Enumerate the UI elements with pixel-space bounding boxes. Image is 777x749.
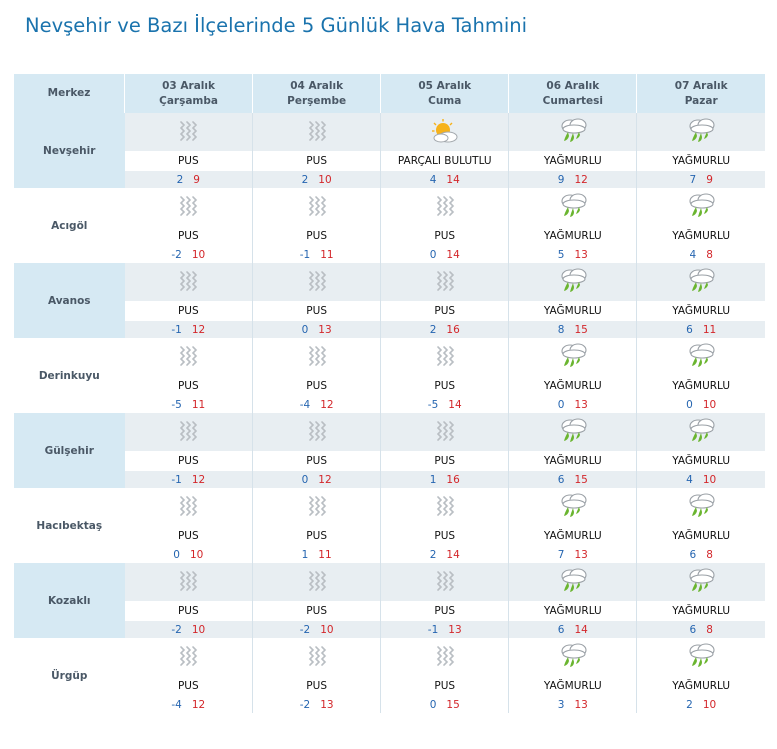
condition-row [14,376,765,396]
condition-label: PUS [125,301,253,321]
temperature-cell [509,471,637,488]
rain-icon [556,572,590,591]
condition-label: PUS [253,301,381,321]
max-temperature: 13 [448,623,462,636]
max-temperature: 13 [318,323,332,336]
weather-icon-cell [253,638,381,676]
rain-icon [556,197,590,216]
header-row [14,74,765,113]
weather-icon-cell [509,488,637,526]
max-temperature: 10 [702,398,717,411]
fog-icon [300,497,334,516]
temperature-cell [637,621,765,638]
weather-icon-cell [509,263,637,301]
condition-label: PUS [125,376,253,396]
condition-label: YAĞMURLU [509,151,637,171]
condition-label: PUS [381,526,509,546]
temperature-cell [381,621,509,638]
condition-row [14,226,765,246]
temperature-cell [253,621,381,638]
rain-icon [684,422,718,441]
min-temperature: 8 [557,323,565,336]
weather-icon-cell [125,338,253,376]
column-header-day-5 [637,74,765,113]
city-name: Hacıbektaş [14,488,125,563]
city-name: Ürgüp [14,638,125,713]
max-temperature: 12 [318,473,332,486]
min-temperature: 6 [689,548,697,561]
temperature-cell [381,396,509,413]
min-temperature: -4 [171,698,182,711]
fog-icon [428,347,462,366]
min-temperature: 0 [429,698,437,711]
condition-label: YAĞMURLU [509,526,637,546]
max-temperature: 8 [706,248,713,261]
condition-row [14,526,765,546]
condition-label: YAĞMURLU [637,151,765,171]
min-temperature: 2 [301,173,309,186]
weather-icon-cell [253,188,381,226]
city-name: Nevşehir [14,113,125,188]
fog-icon [171,272,205,291]
max-temperature: 14 [446,173,460,186]
condition-label: PUS [253,526,381,546]
column-header-day-2 [253,74,381,113]
condition-label: PUS [253,676,381,696]
condition-row [14,301,765,321]
condition-label: YAĞMURLU [509,676,637,696]
column-header-center: Merkez [14,74,125,113]
max-temperature: 11 [318,548,332,561]
weather-icon-cell [125,563,253,601]
city-name: Acıgöl [14,188,125,263]
day-date: 03 Aralık [162,79,215,92]
city-row [14,488,765,526]
condition-label: PUS [381,601,509,621]
temperature-cell [125,696,253,713]
max-temperature: 14 [446,548,460,561]
day-weekday: Perşembe [287,94,347,107]
condition-label: PUS [125,151,253,171]
weather-icon-cell [125,413,253,451]
page-title: Nevşehir ve Bazı İlçelerinde 5 Günlük Hava Tahmini [25,14,528,37]
min-temperature: 1 [301,548,309,561]
max-temperature: 9 [193,173,200,186]
min-temperature: -2 [299,698,311,711]
temperature-cell [637,546,765,563]
column-header-day-3 [381,74,509,113]
fog-icon [428,197,462,216]
weather-icon-cell [637,563,765,601]
weather-icon-cell [637,488,765,526]
condition-label: YAĞMURLU [509,376,637,396]
rain-icon [556,497,590,516]
min-temperature: 1 [429,473,437,486]
temperature-cell [253,471,381,488]
max-temperature: 10 [189,548,204,561]
fog-icon [300,422,334,441]
weather-icon-cell [637,413,765,451]
condition-label: PUS [125,676,253,696]
condition-label: YAĞMURLU [509,601,637,621]
max-temperature: 10 [702,473,717,486]
max-temperature: 12 [191,323,206,336]
weather-icon-cell [637,263,765,301]
min-temperature: -1 [171,323,182,336]
min-temperature: 2 [429,548,437,561]
temperature-cell [125,546,253,563]
day-date: 04 Aralık [290,79,344,92]
city-row [14,188,765,226]
max-temperature: 13 [574,248,588,261]
weather-icon-cell [253,263,381,301]
rain-icon [684,572,718,591]
min-temperature: 0 [557,398,565,411]
max-temperature: 12 [574,173,588,186]
max-temperature: 13 [320,698,334,711]
condition-label: YAĞMURLU [637,376,765,396]
condition-row [14,151,765,171]
city-name: Gülşehir [14,413,125,488]
weather-icon-cell [125,488,253,526]
rain-icon [684,497,718,516]
weather-icon-cell [253,413,381,451]
max-temperature: 12 [191,473,206,486]
weather-icon-cell [637,113,765,151]
max-temperature: 10 [191,248,206,261]
temperature-cell [253,321,381,338]
temperature-cell [125,321,253,338]
condition-label: YAĞMURLU [637,301,765,321]
max-temperature: 10 [702,698,717,711]
max-temperature: 10 [318,173,332,186]
temperature-cell [253,396,381,413]
min-temperature: 4 [429,173,437,186]
condition-row [14,676,765,696]
weather-icon-cell [509,338,637,376]
condition-label: PUS [381,226,509,246]
fog-icon [171,122,205,141]
min-temperature: -5 [171,398,182,411]
day-date: 05 Aralık [418,79,472,92]
condition-label: YAĞMURLU [509,226,637,246]
rain-icon [684,647,718,666]
max-temperature: 13 [574,548,588,561]
min-temperature: -1 [171,473,182,486]
min-temperature: 0 [686,398,693,411]
condition-label: YAĞMURLU [637,601,765,621]
condition-label: PUS [125,451,253,471]
city-row [14,338,765,376]
forecast-table [14,74,765,713]
max-temperature: 9 [706,173,713,186]
condition-label: YAĞMURLU [509,451,637,471]
condition-label: PUS [381,676,509,696]
city-name: Derinkuyu [14,338,125,413]
temperature-cell [637,246,765,263]
rain-icon [556,122,590,141]
max-temperature: 15 [574,323,588,336]
fog-icon [171,347,205,366]
weather-icon-cell [381,638,509,676]
condition-row [14,451,765,471]
max-temperature: 12 [320,398,334,411]
fog-icon [171,197,205,216]
fog-icon [300,647,334,666]
temperature-cell [637,471,765,488]
weather-icon-cell [509,413,637,451]
min-temperature: -5 [427,398,439,411]
city-row [14,263,765,301]
condition-label: YAĞMURLU [637,451,765,471]
rain-icon [684,272,718,291]
condition-label: YAĞMURLU [637,226,765,246]
weather-icon-cell [509,113,637,151]
temperature-cell [125,621,253,638]
fog-icon [171,572,205,591]
weather-icon-cell [509,563,637,601]
weather-icon-cell [381,113,509,151]
condition-label: PUS [253,376,381,396]
temperature-row [14,471,765,488]
temperature-cell [509,321,637,338]
rain-icon [556,347,590,366]
temperature-row [14,696,765,713]
temperature-cell [381,246,509,263]
min-temperature: -4 [299,398,311,411]
temperature-cell [125,471,253,488]
city-row [14,638,765,676]
temperature-cell [637,171,765,188]
fog-icon [428,422,462,441]
max-temperature: 12 [191,698,206,711]
temperature-row [14,171,765,188]
city-row [14,113,765,151]
min-temperature: 7 [689,173,697,186]
temperature-cell [253,546,381,563]
day-date: 06 Aralık [546,79,600,92]
temperature-cell [637,696,765,713]
rain-icon [684,197,718,216]
weather-icon-cell [637,338,765,376]
condition-label: PUS [125,601,253,621]
temperature-row [14,246,765,263]
rain-icon [684,347,718,366]
min-temperature: 7 [557,548,565,561]
weather-icon-cell [125,188,253,226]
weather-icon-cell [253,563,381,601]
weather-icon-cell [637,188,765,226]
temperature-cell [509,546,637,563]
temperature-cell [509,246,637,263]
rain-icon [556,272,590,291]
weather-icon-cell [637,638,765,676]
temperature-cell [381,321,509,338]
weather-icon-cell [381,413,509,451]
fog-icon [428,497,462,516]
weather-icon-cell [253,488,381,526]
min-temperature: 5 [557,248,565,261]
weather-icon-cell [253,338,381,376]
condition-label: PUS [125,526,253,546]
temperature-cell [637,396,765,413]
temperature-row [14,396,765,413]
max-temperature: 13 [574,398,588,411]
max-temperature: 10 [320,623,334,636]
city-row [14,563,765,601]
min-temperature: -2 [171,623,182,636]
fog-icon [428,272,462,291]
min-temperature: 6 [557,623,565,636]
condition-label: PUS [381,301,509,321]
min-temperature: 4 [689,248,697,261]
weather-icon-cell [381,338,509,376]
min-temperature: -2 [299,623,311,636]
weather-icon-cell [125,638,253,676]
temperature-cell [381,546,509,563]
max-temperature: 11 [702,323,717,336]
day-weekday: Cumartesi [542,94,604,107]
weather-icon-cell [381,263,509,301]
day-date: 07 Aralık [674,79,728,92]
temperature-cell [381,471,509,488]
min-temperature: 4 [686,473,693,486]
fog-icon [428,572,462,591]
weather-icon-cell [509,638,637,676]
weather-icon-cell [125,263,253,301]
column-header-day-1 [125,74,253,113]
fog-icon [171,647,205,666]
weather-icon-cell [381,488,509,526]
min-temperature: 3 [557,698,565,711]
temperature-row [14,321,765,338]
day-weekday: Pazar [684,94,718,107]
temperature-cell [509,696,637,713]
condition-label: YAĞMURLU [637,526,765,546]
temperature-cell [253,246,381,263]
rain-icon [556,422,590,441]
weather-icon-cell [509,188,637,226]
min-temperature: -1 [427,623,439,636]
max-temperature: 15 [446,698,460,711]
max-temperature: 14 [448,398,462,411]
max-temperature: 14 [446,248,460,261]
weather-icon-cell [381,188,509,226]
max-temperature: 10 [191,623,206,636]
city-row [14,413,765,451]
fog-icon [171,422,205,441]
temperature-cell [509,171,637,188]
fog-icon [300,197,334,216]
temperature-cell [253,171,381,188]
min-temperature: 0 [301,473,309,486]
temperature-cell [637,321,765,338]
min-temperature: -1 [299,248,311,261]
temperature-cell [509,396,637,413]
condition-label: PARÇALI BULUTLU [381,151,509,171]
condition-label: PUS [253,601,381,621]
weather-icon-cell [381,563,509,601]
day-weekday: Çarşamba [159,94,218,107]
temperature-row [14,621,765,638]
fog-icon [300,347,334,366]
max-temperature: 16 [446,473,460,486]
forecast-body [14,113,765,713]
condition-label: PUS [381,451,509,471]
condition-label: PUS [253,226,381,246]
max-temperature: 8 [706,623,713,636]
condition-label: PUS [381,376,509,396]
max-temperature: 8 [706,548,713,561]
max-temperature: 11 [191,398,206,411]
rain-icon [556,647,590,666]
condition-label: YAĞMURLU [509,301,637,321]
temperature-cell [125,171,253,188]
condition-label: PUS [253,151,381,171]
min-temperature: 0 [429,248,437,261]
min-temperature: 2 [429,323,437,336]
max-temperature: 16 [446,323,460,336]
max-temperature: 11 [320,248,334,261]
max-temperature: 14 [574,623,588,636]
min-temperature: 6 [686,323,693,336]
min-temperature: -2 [171,248,182,261]
max-temperature: 13 [574,698,588,711]
min-temperature: 6 [689,623,697,636]
city-name: Avanos [14,263,125,338]
condition-label: PUS [125,226,253,246]
temperature-cell [125,396,253,413]
temperature-cell [381,171,509,188]
temperature-cell [125,246,253,263]
condition-label: YAĞMURLU [637,676,765,696]
condition-label: PUS [253,451,381,471]
temperature-cell [253,696,381,713]
min-temperature: 0 [301,323,309,336]
rain-icon [684,122,718,141]
min-temperature: 2 [686,698,693,711]
min-temperature: 2 [176,173,184,186]
partly-cloudy-icon [428,122,462,141]
day-weekday: Cuma [428,94,462,107]
fog-icon [300,272,334,291]
weather-icon-cell [125,113,253,151]
condition-row [14,601,765,621]
weather-icon-cell [253,113,381,151]
city-name: Kozaklı [14,563,125,638]
temperature-row [14,546,765,563]
min-temperature: 0 [173,548,180,561]
min-temperature: 9 [557,173,565,186]
max-temperature: 15 [574,473,588,486]
temperature-cell [381,696,509,713]
fog-icon [428,647,462,666]
fog-icon [300,572,334,591]
min-temperature: 6 [557,473,565,486]
column-header-day-4 [509,74,637,113]
temperature-cell [509,621,637,638]
fog-icon [300,122,334,141]
fog-icon [171,497,205,516]
